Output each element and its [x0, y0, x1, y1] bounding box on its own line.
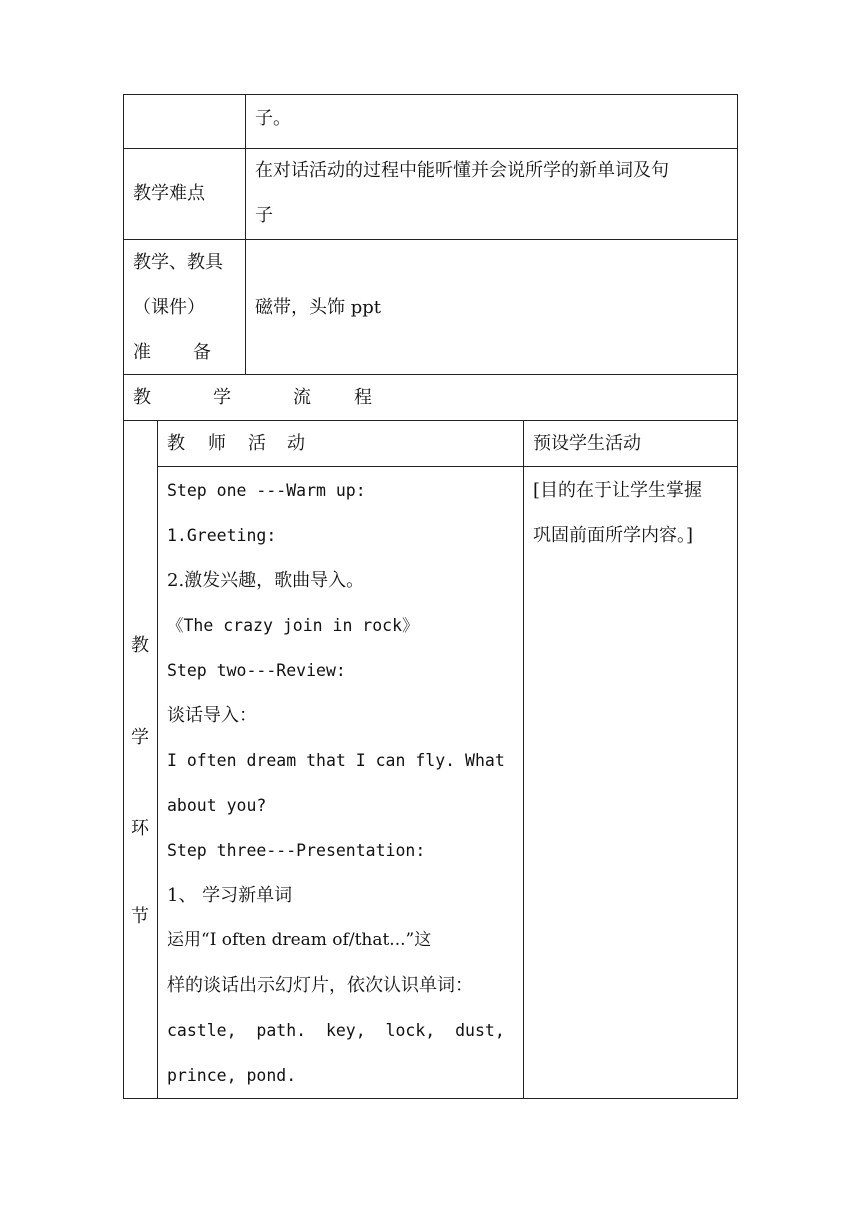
teacher-line: 运用“I often dream of/that...”这: [167, 930, 432, 950]
tools-label-line3-a: 准: [133, 342, 151, 363]
teacher-line: Step one ---Warm up:: [167, 481, 366, 500]
teacher-line: prince, pond.: [167, 1066, 297, 1085]
teacher-line: 2.激发兴趣，歌曲导入。: [167, 570, 365, 591]
tools-label-line2: （课件）: [133, 297, 205, 318]
teacher-line: castle, path. key, lock, dust,: [167, 1021, 505, 1040]
side-label-char-3: 环: [131, 818, 149, 839]
rule: [157, 420, 158, 1099]
teacher-line: 谈话导入：: [167, 705, 257, 726]
rule: [157, 466, 738, 467]
teacher-header-char-1: 教: [167, 433, 185, 454]
side-label-char-4: 节: [131, 906, 149, 927]
rule: [245, 94, 246, 375]
teacher-line: Step three---Presentation:: [167, 841, 426, 860]
rule: [123, 94, 124, 1099]
objectives-continuation-text: 子。: [255, 108, 291, 129]
teacher-line: 1.Greeting:: [167, 526, 277, 545]
teacher-header-char-2: 师: [208, 433, 226, 454]
process-header-char-1: 教: [133, 387, 151, 408]
process-header-char-3: 流: [293, 387, 311, 408]
teacher-line: 1、 学习新单词: [167, 885, 293, 906]
student-line: [目的在于让学生掌握: [533, 480, 703, 501]
difficulty-text-line1: 在对话活动的过程中能听懂并会说所学的新单词及句: [255, 160, 669, 181]
teacher-line: 样的谈话出示幻灯片，依次认识单词：: [167, 975, 473, 996]
tools-label-line1: 教学、教具: [133, 252, 223, 273]
student-header: 预设学生活动: [533, 433, 641, 454]
tools-label-line3-b: 备: [193, 342, 211, 363]
teacher-header-char-4: 动: [287, 433, 305, 454]
process-header-char-2: 学: [213, 387, 231, 408]
rule: [123, 1098, 738, 1099]
teacher-header-char-3: 活: [248, 433, 266, 454]
rule: [123, 94, 738, 95]
rule: [523, 420, 524, 1099]
process-header-char-4: 程: [354, 387, 372, 408]
student-line: 巩固前面所学内容。]: [533, 525, 694, 546]
side-label-char-2: 学: [131, 727, 149, 748]
teacher-line: 《The crazy join in rock》: [167, 616, 419, 635]
difficulty-label: 教学难点: [133, 183, 205, 204]
teacher-line: Step two---Review:: [167, 661, 346, 680]
difficulty-text-line2: 子: [255, 205, 273, 226]
tools-text: 磁带，头饰 ppt: [255, 297, 381, 318]
teacher-line: I often dream that I can fly. What: [167, 751, 505, 770]
teacher-line: about you?: [167, 796, 267, 815]
rule: [737, 94, 738, 1099]
side-label-char-1: 教: [131, 635, 149, 656]
